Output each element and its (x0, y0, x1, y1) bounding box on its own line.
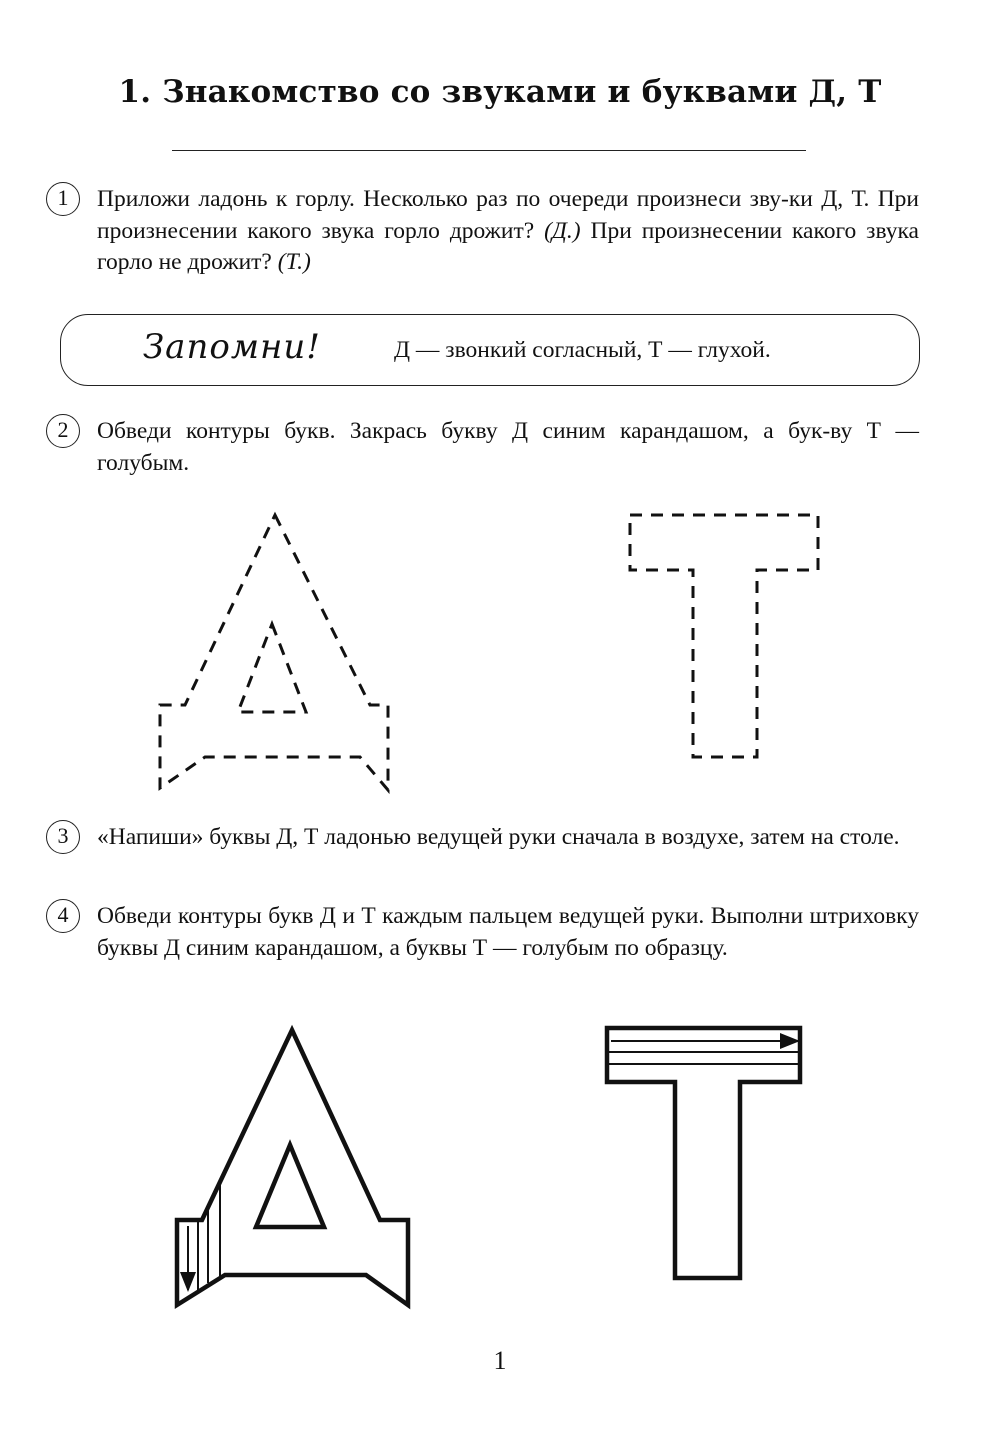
task-1-answer-2: (Т.) (277, 249, 311, 275)
dashed-letter-d-outline (160, 515, 388, 790)
task-1-body: Приложи ладонь к горлу. Несколько раз по очереди произнеси зву-ки Д, Т. При произнесении какого звука горло дрожит? (97, 186, 919, 244)
hatch-letter-t-outline (607, 1028, 800, 1278)
task-4-text: Обведи контуры букв Д и Т каждым пальцем ведущей руки. Выполни штриховку буквы Д синим карандашом, а буквы Т — голубым по образцу. (97, 903, 919, 961)
task-1-body-2: При произнесении какого звука горло не дрожит? (97, 217, 919, 275)
page-title: 1. Знакомство со звуками и буквами Д, Т (118, 74, 882, 110)
task-2-text: Обведи контуры букв. Закрась букву Д синим карандашом, а бук-ву Т — голубым. (97, 418, 919, 476)
hatch-letter-t (607, 1028, 800, 1278)
task-number-2: 2 (46, 414, 80, 448)
dashed-letter-d-hole (238, 624, 306, 712)
hatch-letter-d (177, 1030, 408, 1305)
task-number-3: 3 (46, 820, 80, 854)
remember-title: Запомни! (143, 327, 321, 367)
page-number: 1 (493, 1346, 507, 1375)
hatch-letter-d-hole (256, 1145, 324, 1227)
task-3-text: «Напиши» буквы Д, Т ладонью ведущей руки сначала в воздухе, затем на столе. (97, 824, 900, 850)
dashed-letter-t-outline (630, 515, 818, 757)
hatch-letter-t-sample-lines (609, 1041, 798, 1064)
task-number-1: 1 (46, 182, 80, 216)
task-1-answer-1: (Д.) (544, 217, 581, 244)
dashed-letter-t (630, 515, 818, 757)
task-number-4: 4 (46, 899, 80, 933)
hatch-letter-d-outline (177, 1030, 408, 1305)
remember-text: Д — звонкий согласный, Т — глухой. (394, 337, 771, 363)
dashed-letter-d (160, 515, 388, 790)
